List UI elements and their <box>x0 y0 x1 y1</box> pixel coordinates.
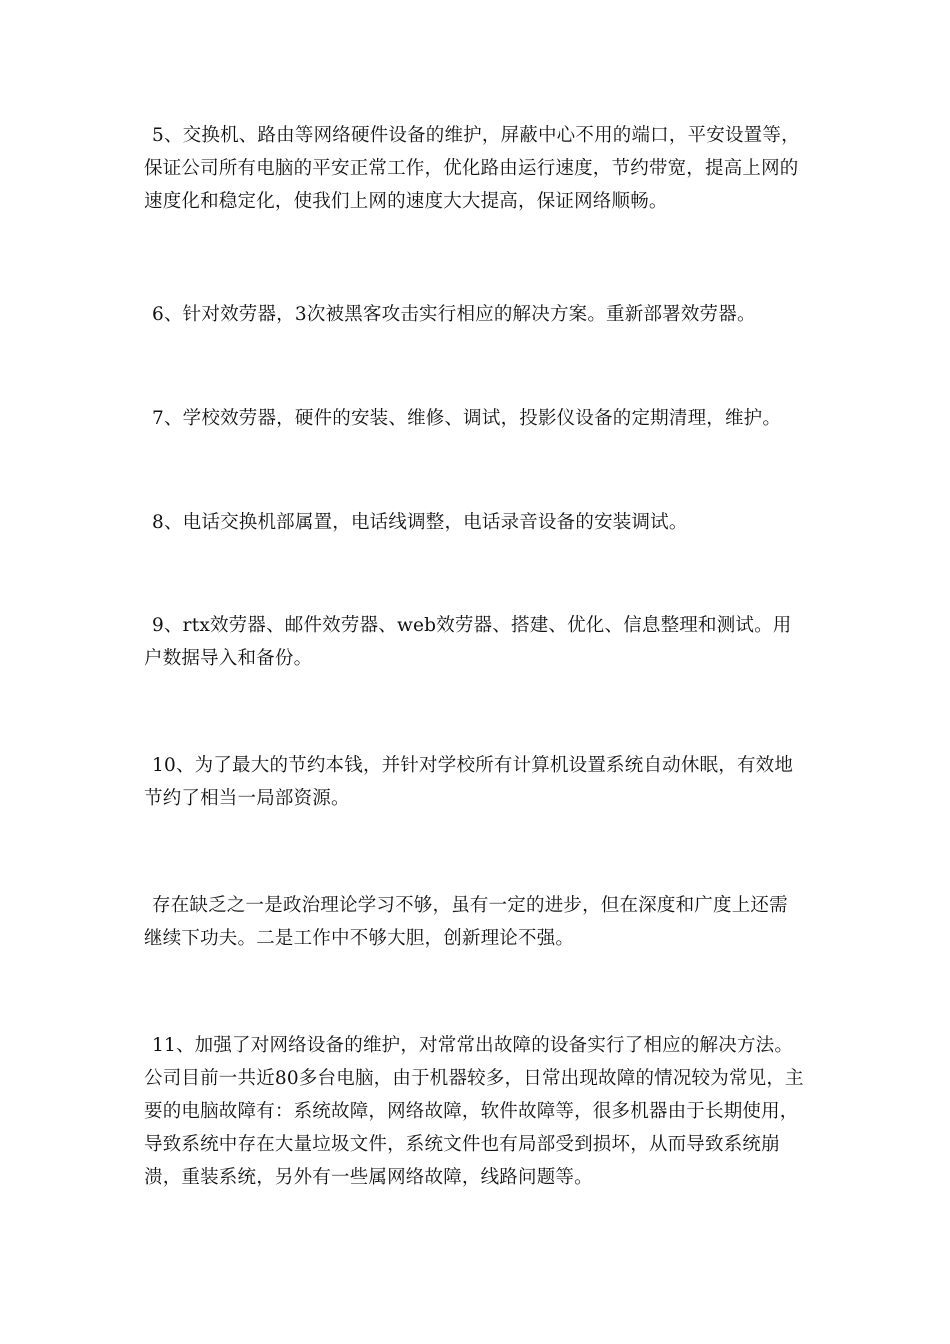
paragraph-item-9: 9、rtx效劳器、邮件效劳器、web效劳器、搭建、优化、信息整理和测试。用户数据导入和备份。 <box>144 615 792 669</box>
paragraph-shortcomings: 存在缺乏之一是政治理论学习不够，虽有一定的进步，但在深度和广度上还需继续下功夫。二是工作中不够大胆，创新理论不强。 <box>144 895 788 949</box>
paragraph-item-11: 11、加强了对网络设备的维护，对常常出故障的设备实行了相应的解决方法。公司目前一共近80多台电脑，由于机器较多，日常出现故障的情况较为常见，主要的电脑故障有：系统故障，网络故障，软件故障等，很多机器由于长期使用，导致系统中存在大量垃圾文件，系统文件也有局部受到损坏，从而导致系统崩溃，重装系统，另外有一些属网络故障，线路问题等。 <box>144 1035 804 1188</box>
paragraph-item-5: 5、交换机、路由等网络硬件设备的维护，屏蔽中心不用的端口，平安设置等，保证公司所有电脑的平安正常工作，优化路由运行速度，节约带宽，提高上网的速度化和稳定化，使我们上网的速度大大提高，保证网络顺畅。 <box>144 125 800 212</box>
paragraph-item-8: 8、电话交换机部属置，电话线调整，电话录音设备的安装调试。 <box>152 512 688 533</box>
paragraph-item-6: 6、针对效劳器，3次被黑客攻击实行相应的解决方案。重新部署效劳器。 <box>152 304 756 325</box>
paragraph-item-7: 7、学校效劳器，硬件的安装、维修、调试，投影仪设备的定期清理，维护。 <box>152 408 782 429</box>
paragraph-item-10: 10、为了最大的节约本钱，并针对学校所有计算机设置系统自动休眠，有效地节约了相当一局部资源。 <box>144 755 794 809</box>
